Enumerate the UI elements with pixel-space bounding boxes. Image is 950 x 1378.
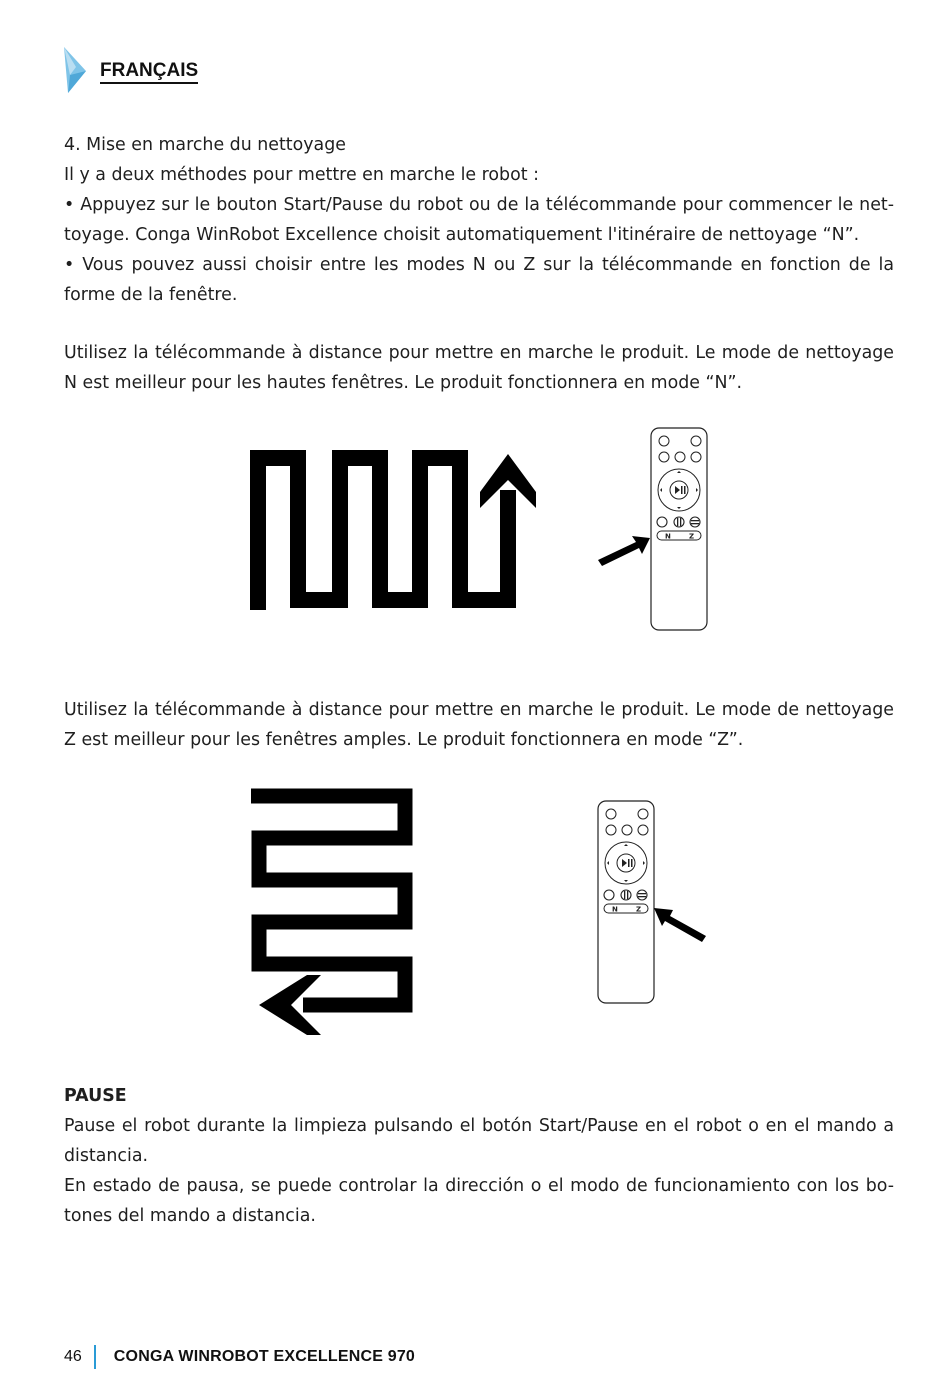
brand-shard-logo <box>62 45 92 95</box>
section-start-cleaning <box>64 130 894 310</box>
mode-n-description <box>64 338 894 398</box>
pointer-arrow-z <box>650 900 710 942</box>
page-number: 46 <box>64 1348 82 1365</box>
mode-z-description <box>64 695 894 755</box>
page-footer <box>64 1345 415 1369</box>
language-header: FRANÇAIS <box>100 60 198 84</box>
z-mode-path-diagram <box>245 785 425 1040</box>
intro-text: Il y a deux méthodes pour mettre en marche le robot : <box>64 165 539 185</box>
pause-heading: PAUSE <box>64 1086 127 1106</box>
bullet-mode-choice: • Vous pouvez aussi choisir entre les modes N ou Z sur la télécommande en fonction de la forme de la fenêtre. <box>64 255 894 305</box>
n-mode-path-diagram <box>240 450 550 620</box>
remote-n-button-label: N <box>665 532 671 541</box>
bullet-start-pause: • Appuyez sur le bouton Start/Pause du robot ou de la télécommande pour commencer le net-toyage. Conga WinRobot Excellence choisit automatiquement l'itinéraire de nettoyage “N”. <box>64 195 894 245</box>
pause-text-1: Pause el robot durante la limpieza pulsando el botón Start/Pause en el robot o en el mando a distancia. <box>64 1116 894 1166</box>
mode-n-text: Utilisez la télécommande à distance pour mettre en marche le produit. Le mode de nettoyage N est meilleur pour les hautes fenêtres. Le produit fonctionnera en mode “N”. <box>64 343 894 393</box>
pause-text-2: En estado de pausa, se puede controlar la dirección o el modo de funcionamiento con los bo-tones del mando a distancia. <box>64 1176 894 1226</box>
pointer-arrow-n <box>596 528 656 568</box>
section-title: 4. Mise en marche du nettoyage <box>64 135 346 155</box>
remote-z-button-label: Z <box>689 532 695 541</box>
footer-divider <box>94 1345 96 1369</box>
footer-product-title: CONGA WINROBOT EXCELLENCE 970 <box>113 1348 416 1365</box>
remote-z-button-label: Z <box>636 905 642 914</box>
remote-n-button-label: N <box>612 905 618 914</box>
mode-z-text: Utilisez la télécommande à distance pour mettre en marche le produit. Le mode de nettoyage Z est meilleur pour les fenêtres amples. Le produit fonctionnera en mode “Z”. <box>64 700 894 750</box>
pause-section <box>64 1081 894 1231</box>
